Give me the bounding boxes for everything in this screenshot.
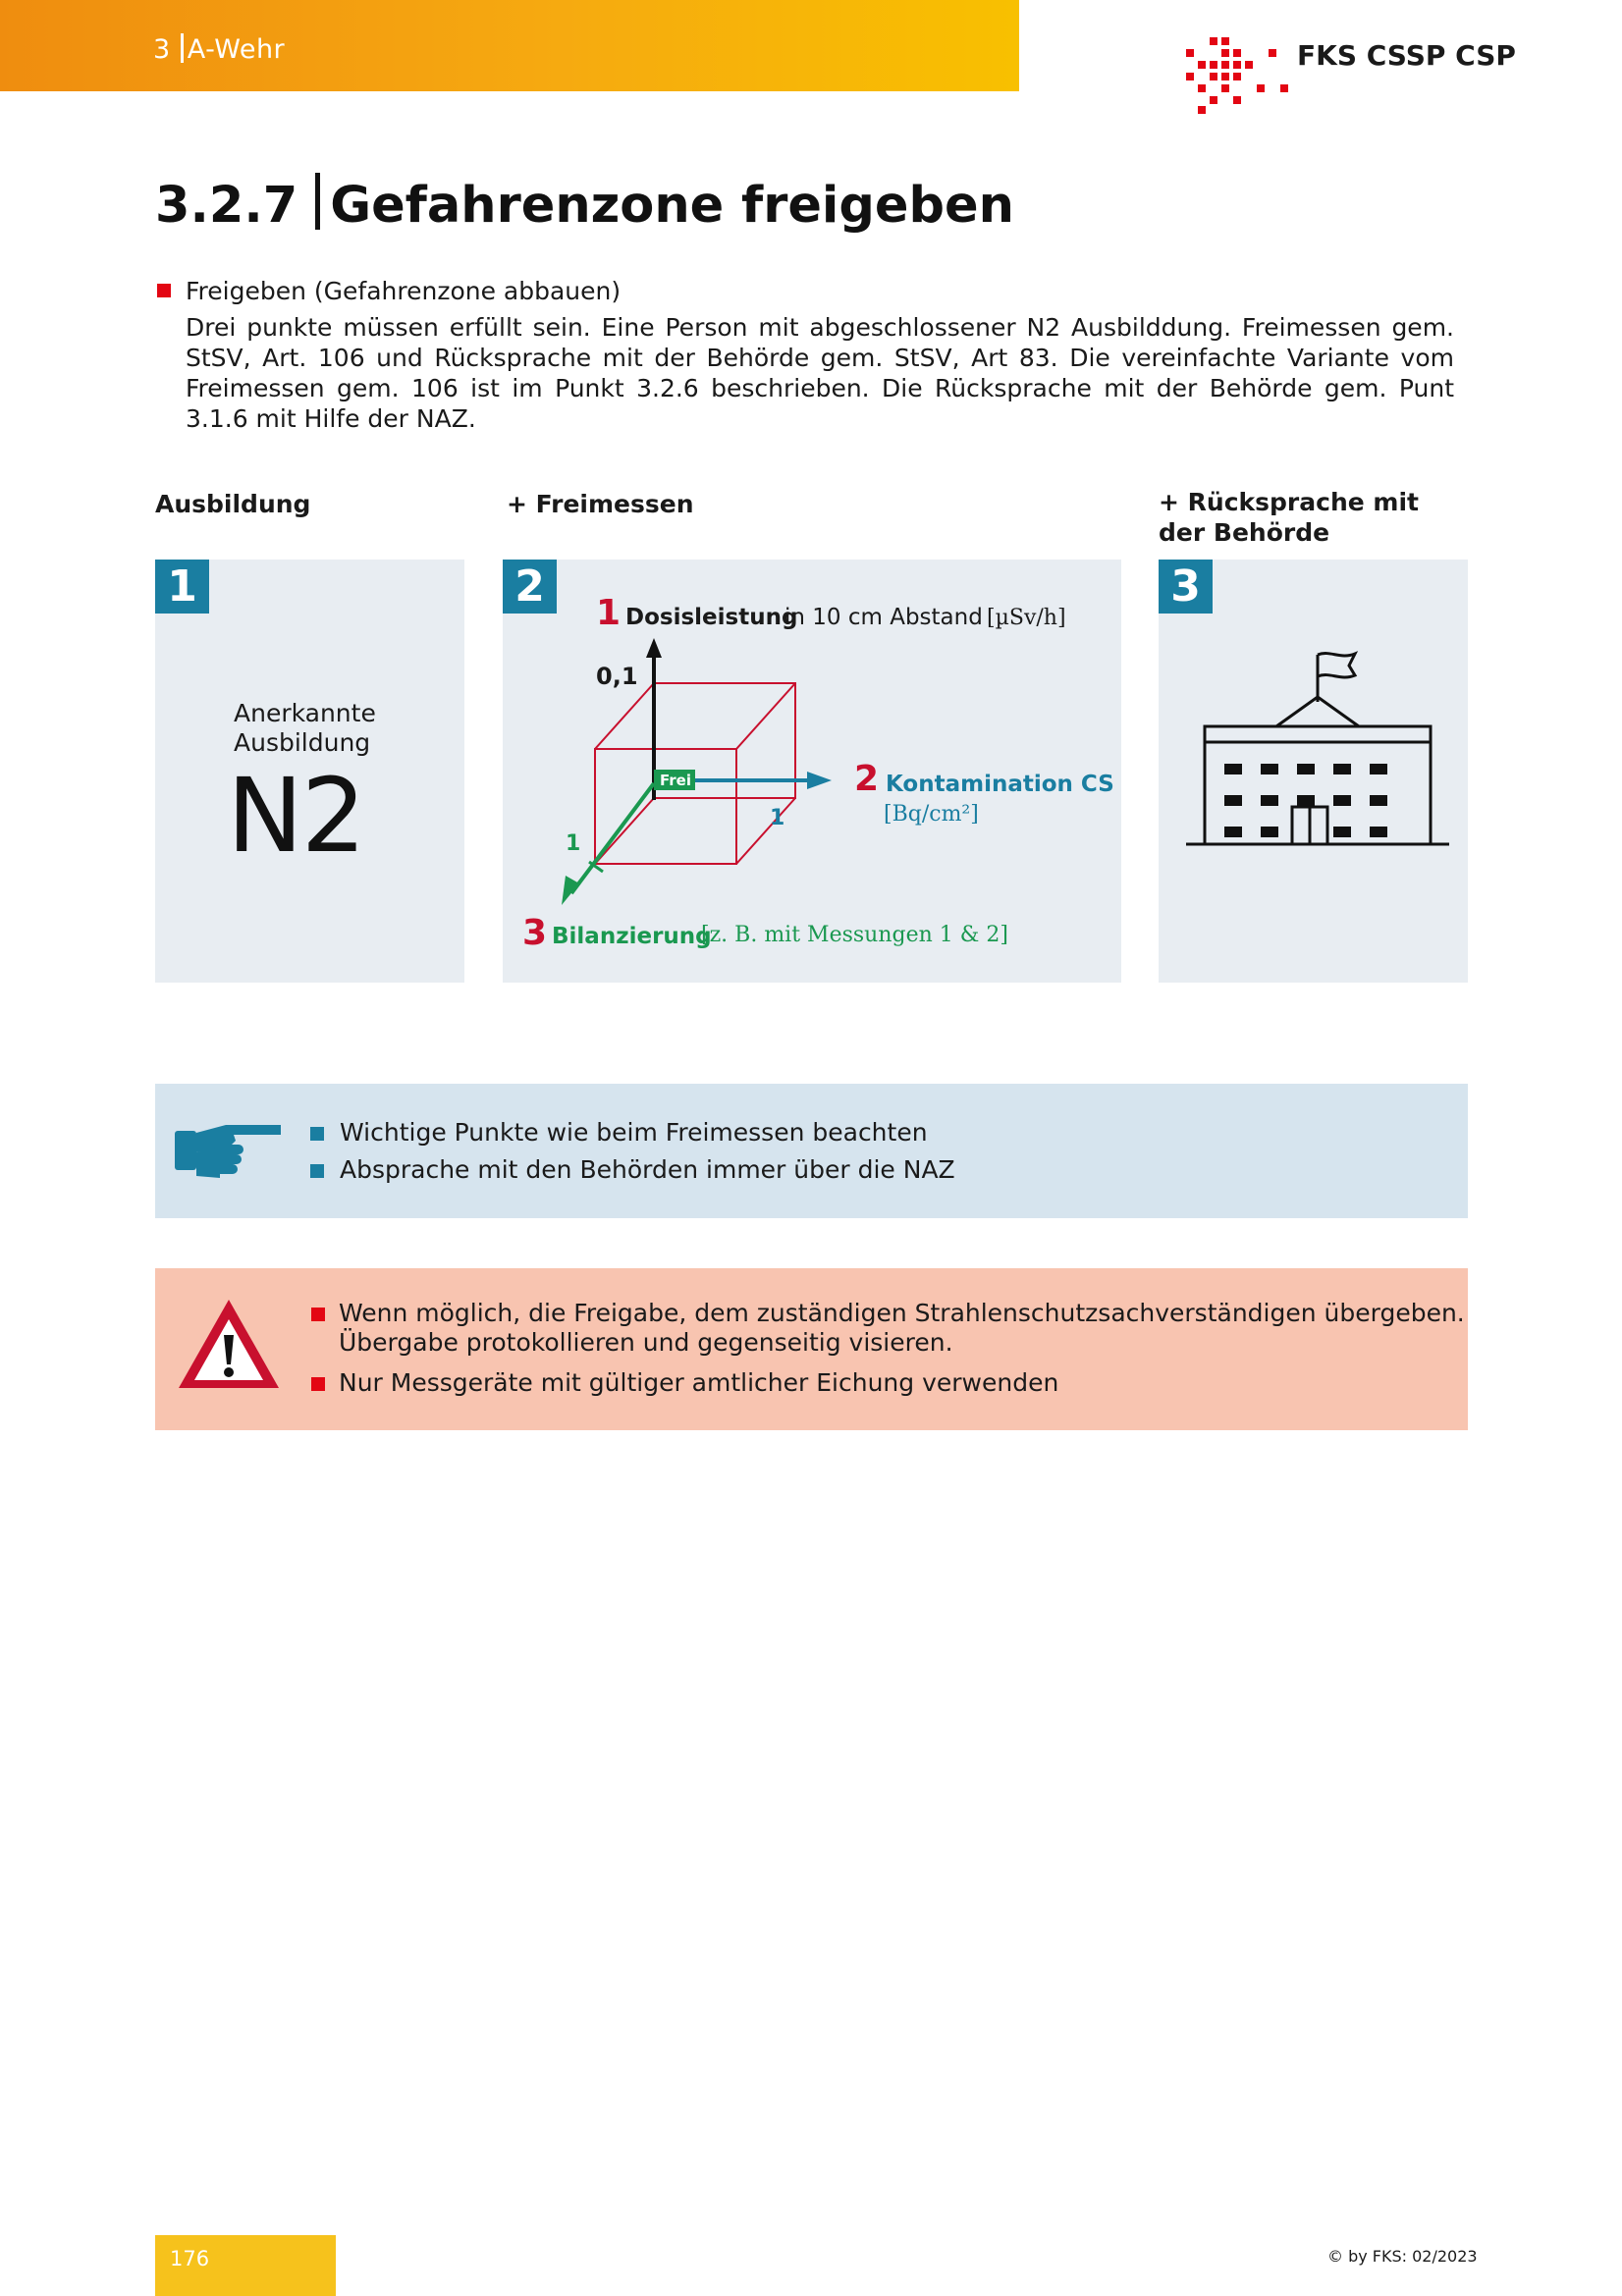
section-number: 3.2.7 [155,177,298,235]
page-number-band [155,2235,336,2296]
chapter-title: A-Wehr [187,34,286,65]
section-title [155,173,1014,235]
step-badge-2: 2 [503,560,557,614]
axis3-tick: 1 [566,831,581,856]
axis3-note: [z. B. mit Messungen 1 & 2] [701,923,1008,947]
government-building-icon [1159,560,1468,983]
column-label-training: Ausbildung [155,490,311,518]
column-label-measurement: + Freimessen [507,490,694,518]
clearance-axes-diagram [503,560,1121,983]
step-badge-3: 3 [1159,560,1213,614]
axis1-unit: [µSv/h] [987,606,1066,630]
authority-panel [1159,560,1468,983]
warning-box [155,1268,1468,1430]
bullet-square-icon [310,1164,324,1178]
column-label-authority: + Rücksprache mit der Behörde [1159,488,1419,547]
axis3-line [571,783,654,893]
axis1-label: Dosisleistung [625,605,798,630]
warning-item: Nur Messgeräte mit gültiger amtlicher Eichung verwenden [339,1368,1059,1397]
axis2-unit: [Bq/cm²] [884,802,979,827]
copyright-notice: © by FKS: 02/2023 [1327,2247,1478,2266]
axis1-number: 1 [596,593,622,633]
step-badge-1: 1 [155,560,209,614]
bullet-square-icon [157,284,171,297]
fks-logo-icon [1178,35,1288,114]
axis2-tick: 1 [770,806,785,830]
measurement-panel [503,560,1121,983]
info-box [155,1084,1468,1218]
axis2-arrow [807,772,832,789]
axis3-label: Bilanzierung [552,924,712,949]
recognized-training-label: Anerkannte Ausbildung [234,699,376,757]
training-panel [155,560,464,983]
axis2-number: 2 [854,759,880,799]
axis3-arrow [562,876,579,905]
intro-body: Drei punkte müssen erfüllt sein. Eine Person mit abgeschlossener N2 Ausbilddung. Freimessen gem. StSV, Art. 106 und Rücksprache mit der Behörde gem. StSV, Art 83. Die vereinfachte Variante vom Freimessen gem. 106 ist im Punkt 3.2.6 beschrieben. Die Rücksprache mit der Behörde gem. Punt 3.1.6 mit Hilfe der NAZ. [186,313,1454,433]
section-heading: Gefahrenzone freigeben [330,177,1014,235]
pointing-hand-icon [175,1119,283,1188]
bullet-square-icon [310,1127,324,1141]
warning-triangle-icon [175,1296,283,1394]
chapter-label [153,33,285,65]
axis2-label: Kontamination CS [886,772,1114,797]
warning-item: Wenn möglich, die Freigabe, dem zuständigen Strahlenschutzsachverständigen übergeben. [339,1299,1465,1327]
axis1-tick: 0,1 [596,663,638,690]
info-item: Wichtige Punkte wie beim Freimessen beachten [340,1118,928,1147]
intro-heading: Freigeben (Gefahrenzone abbauen) [186,277,622,305]
axis3-number: 3 [522,913,548,953]
brand-name: FKS CSSP CSP [1297,39,1516,72]
axis1-arrow [646,638,662,658]
bullet-square-icon [311,1377,325,1391]
info-item: Absprache mit den Behörden immer über die NAZ [340,1155,955,1184]
page-number: 176 [170,2247,210,2270]
training-level-value: N2 [227,756,364,876]
warning-item-continued: Übergabe protokollieren und gegenseitig visieren. [339,1328,953,1357]
free-zone-label: Frei [660,772,691,789]
bullet-square-icon [311,1308,325,1321]
axis1-suffix: in 10 cm Abstand [784,605,983,630]
chapter-number: 3 [153,34,171,65]
